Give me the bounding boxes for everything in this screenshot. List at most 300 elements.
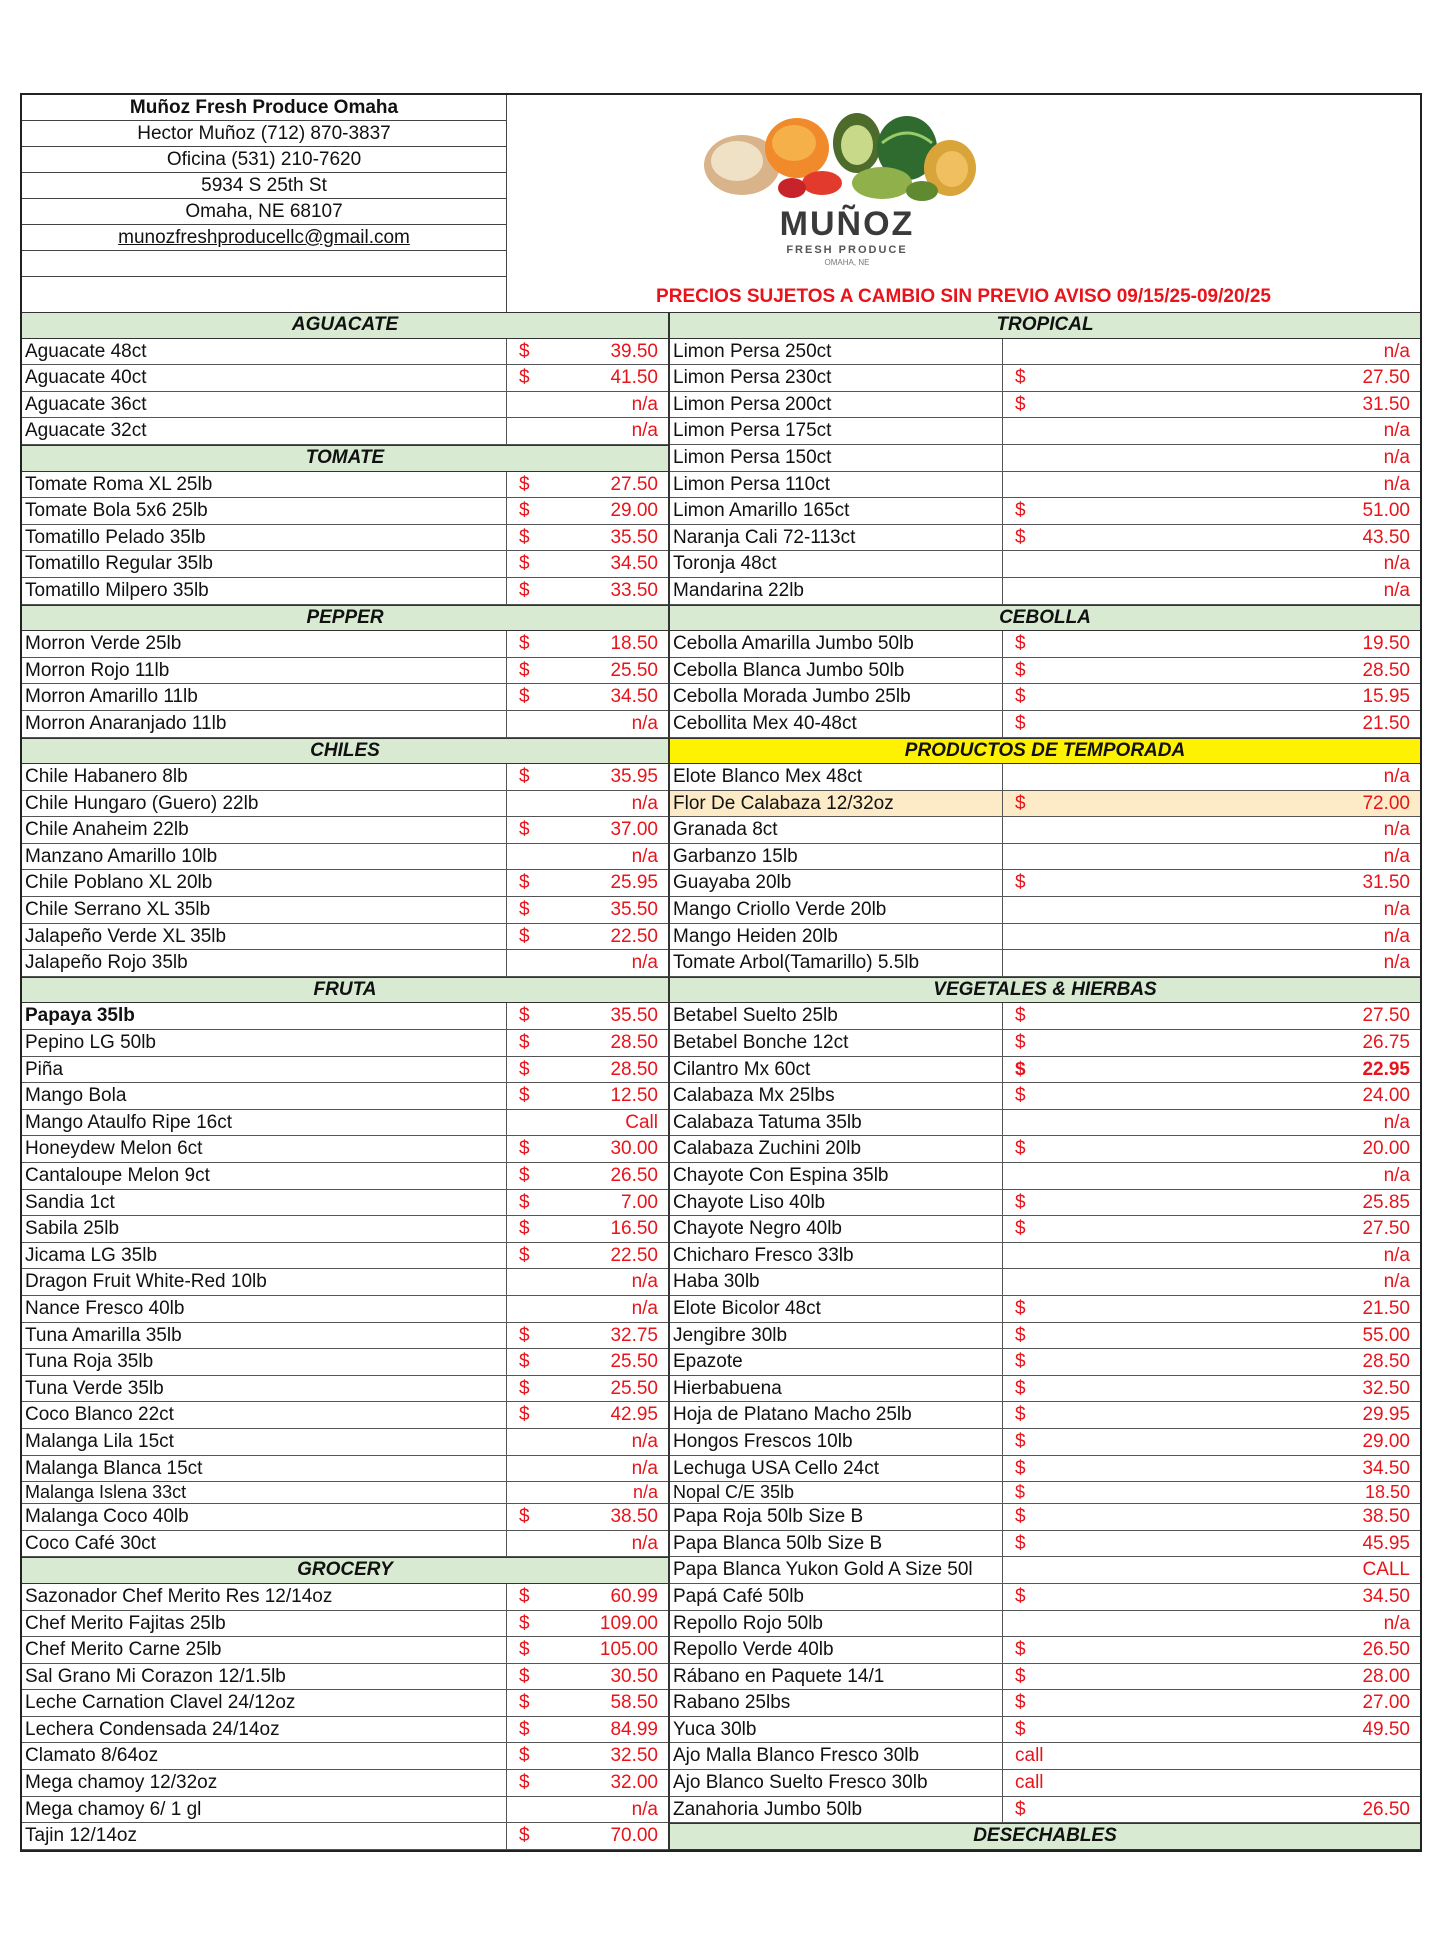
item-price: 25.50 [610, 1351, 658, 1373]
item-name: Zanahoria Jumbo 50lb [670, 1797, 1003, 1823]
item-price-cell [507, 897, 668, 923]
price-notice: PRECIOS SUJETOS A CAMBIO SIN PREVIO AVISO 09/15/25-09/20/25 [656, 286, 1271, 307]
price-row [22, 1323, 668, 1350]
item-price: 22.95 [1362, 1058, 1410, 1080]
item-name: Chicharo Fresco 33lb [670, 1243, 1003, 1269]
price-row [670, 1690, 1420, 1717]
item-price: 32.50 [610, 1745, 658, 1767]
item-price-cell [507, 631, 668, 657]
price-row [22, 658, 668, 685]
price-row [22, 1110, 668, 1137]
produce-logo-icon [682, 103, 1012, 273]
item-name: Sabila 25lb [22, 1216, 507, 1242]
item-price: CALL [1362, 1559, 1410, 1581]
item-price-cell [1003, 525, 1420, 551]
item-price: 58.50 [610, 1692, 658, 1714]
price-row [22, 1190, 668, 1217]
item-price-cell [507, 1136, 668, 1162]
item-price: n/a [1383, 340, 1410, 362]
item-price-cell [1003, 897, 1420, 923]
item-name: Jengibre 30lb [670, 1323, 1003, 1349]
item-name: Manzano Amarillo 10lb [22, 844, 507, 870]
price-row [22, 339, 668, 366]
currency-symbol: $ [519, 686, 530, 708]
currency-symbol: $ [519, 1772, 530, 1794]
currency-symbol: call [1015, 1772, 1044, 1794]
price-row [670, 1797, 1420, 1824]
item-price-cell [1003, 1376, 1420, 1402]
currency-symbol: $ [1015, 1351, 1026, 1373]
item-price-cell [507, 1323, 668, 1349]
item-price-cell [1003, 1083, 1420, 1109]
item-price: 72.00 [1362, 792, 1410, 814]
price-row [22, 525, 668, 552]
item-name: Garbanzo 15lb [670, 844, 1003, 870]
price-row [670, 658, 1420, 685]
currency-symbol: $ [1015, 659, 1026, 681]
item-price: n/a [631, 1532, 658, 1554]
item-price: 38.50 [1362, 1506, 1410, 1528]
price-row [670, 1216, 1420, 1243]
price-row [670, 844, 1420, 871]
price-row [22, 684, 668, 711]
price-row [670, 1057, 1420, 1084]
item-price-cell [507, 1531, 668, 1557]
price-row [670, 1429, 1420, 1456]
item-price-cell [507, 1376, 668, 1402]
price-row [22, 1690, 668, 1717]
price-row [22, 1349, 668, 1376]
price-row [670, 418, 1420, 445]
item-name: Cebolla Morada Jumbo 25lb [670, 684, 1003, 710]
item-price-cell [1003, 1003, 1420, 1029]
item-price: 27.50 [1362, 367, 1410, 389]
section-header-grocery: GROCERY [22, 1557, 668, 1584]
item-price: n/a [631, 1798, 658, 1820]
item-price: 27.50 [610, 473, 658, 495]
item-name: Chile Hungaro (Guero) 22lb [22, 791, 507, 817]
item-name: Hierbabuena [670, 1376, 1003, 1402]
item-name: Papa Roja 50lb Size B [670, 1504, 1003, 1530]
item-name: Epazote [670, 1349, 1003, 1375]
item-price: 22.50 [610, 925, 658, 947]
item-price: 109.00 [599, 1612, 658, 1634]
item-price-cell [507, 924, 668, 950]
item-name: Jalapeño Rojo 35lb [22, 950, 507, 976]
price-row [22, 365, 668, 392]
price-row [22, 1243, 668, 1270]
item-price: 43.50 [1362, 526, 1410, 548]
currency-symbol: $ [519, 766, 530, 788]
currency-symbol: $ [1015, 1377, 1026, 1399]
item-name: Calabaza Zuchini 20lb [670, 1136, 1003, 1162]
item-price-cell [1003, 817, 1420, 843]
item-price-cell [1003, 924, 1420, 950]
item-price: n/a [1383, 819, 1410, 841]
item-name: Mango Heiden 20lb [670, 924, 1003, 950]
item-name: Coco Café 30ct [22, 1531, 507, 1557]
item-price-cell [1003, 392, 1420, 418]
item-price: 26.50 [610, 1165, 658, 1186]
item-price-cell [1003, 1323, 1420, 1349]
item-price-cell [507, 525, 668, 551]
price-row [670, 1110, 1420, 1137]
item-name: Toronja 48ct [670, 551, 1003, 577]
item-price: n/a [631, 1271, 658, 1293]
price-row [670, 1584, 1420, 1611]
section-header-vegetales-hierbas: VEGETALES & HIERBAS [670, 977, 1420, 1004]
price-row [670, 631, 1420, 658]
price-row [22, 1611, 668, 1638]
item-name: Mandarina 22lb [670, 578, 1003, 604]
item-price: n/a [631, 952, 658, 974]
item-name: Repollo Rojo 50lb [670, 1611, 1003, 1637]
section-header-aguacate: AGUACATE [22, 312, 668, 339]
contact-phone-hector: Hector Muñoz (712) 870-3837 [22, 121, 507, 147]
item-name: Sazonador Chef Merito Res 12/14oz [22, 1584, 507, 1610]
price-row [22, 1163, 668, 1190]
item-price: 18.50 [610, 633, 658, 655]
item-price-cell [507, 870, 668, 896]
currency-symbol: $ [1015, 1297, 1026, 1319]
item-name: Jalapeño Verde XL 35lb [22, 924, 507, 950]
item-name: Tomatillo Pelado 35lb [22, 525, 507, 551]
currency-symbol: $ [1015, 1482, 1026, 1503]
item-name: Granada 8ct [670, 817, 1003, 843]
price-row [670, 1456, 1420, 1483]
item-price: 25.50 [610, 659, 658, 681]
price-row [670, 950, 1420, 977]
currency-symbol: $ [519, 1244, 530, 1266]
item-price-cell [507, 1349, 668, 1375]
item-price: n/a [1383, 1271, 1410, 1293]
item-price: n/a [1383, 1111, 1410, 1133]
item-price-cell [1003, 551, 1420, 577]
item-price-cell [1003, 1216, 1420, 1242]
item-name: Haba 30lb [670, 1269, 1003, 1295]
item-price: 22.50 [610, 1244, 658, 1266]
item-price: 70.00 [610, 1825, 658, 1847]
item-name: Cebollita Mex 40-48ct [670, 711, 1003, 737]
currency-symbol: $ [1015, 1692, 1026, 1714]
item-price: 32.50 [1362, 1377, 1410, 1399]
left-price-column [22, 312, 670, 1850]
item-price-cell [1003, 1611, 1420, 1637]
item-price: n/a [631, 792, 658, 814]
currency-symbol: $ [1015, 393, 1026, 415]
item-name: Jicama LG 35lb [22, 1243, 507, 1269]
item-price: 30.00 [610, 1138, 658, 1160]
item-name: Hoja de Platano Macho 25lb [670, 1402, 1003, 1428]
item-price-cell [1003, 418, 1420, 444]
item-price-cell [507, 1216, 668, 1242]
item-price: 18.50 [1364, 1482, 1410, 1503]
item-price: n/a [631, 1457, 658, 1479]
price-row [670, 1136, 1420, 1163]
currency-symbol: $ [1015, 1218, 1026, 1240]
item-price: 26.75 [1362, 1032, 1410, 1054]
item-price: 84.99 [610, 1718, 658, 1740]
item-name: Cebolla Blanca Jumbo 50lb [670, 658, 1003, 684]
item-price: 31.50 [1362, 872, 1410, 894]
item-price: 7.00 [621, 1191, 658, 1213]
item-price-cell [1003, 498, 1420, 524]
price-row [670, 1163, 1420, 1190]
currency-symbol: $ [1015, 686, 1026, 708]
item-name: Nopal C/E 35lb [670, 1482, 1003, 1503]
price-row [670, 1269, 1420, 1296]
currency-symbol: $ [519, 872, 530, 894]
contact-email-link[interactable]: munozfreshproducellc@gmail.com [22, 225, 507, 251]
item-name: Malanga Blanca 15ct [22, 1456, 507, 1482]
item-price: n/a [631, 420, 658, 442]
currency-symbol: $ [519, 1005, 530, 1027]
currency-symbol: $ [1015, 1058, 1026, 1080]
currency-symbol: $ [519, 526, 530, 548]
item-price-cell [507, 1296, 668, 1322]
price-row [670, 684, 1420, 711]
price-row [670, 870, 1420, 897]
business-name: Muñoz Fresh Produce Omaha [22, 95, 507, 121]
item-price-cell [1003, 1296, 1420, 1322]
price-row [670, 472, 1420, 499]
price-row [22, 498, 668, 525]
item-price-cell [1003, 1584, 1420, 1610]
price-row [22, 631, 668, 658]
item-price-cell [1003, 1664, 1420, 1690]
item-name: Chayote Negro 40lb [670, 1216, 1003, 1242]
item-price-cell [507, 1163, 668, 1189]
currency-symbol: $ [519, 1404, 530, 1426]
item-name: Papa Blanca 50lb Size B [670, 1531, 1003, 1557]
item-name: Ajo Blanco Suelto Fresco 30lb [670, 1770, 1003, 1796]
logo-subtext: FRESH PRODUCE [786, 244, 908, 256]
item-name: Malanga Coco 40lb [22, 1504, 507, 1530]
item-price: n/a [1383, 1165, 1410, 1186]
currency-symbol: $ [519, 899, 530, 921]
item-name: Coco Blanco 22ct [22, 1402, 507, 1428]
item-price: 51.00 [1362, 500, 1410, 522]
item-price-cell [1003, 684, 1420, 710]
item-price-cell [1003, 791, 1420, 817]
item-price-cell [507, 1743, 668, 1769]
logo-wordmark: MUÑOZ [779, 205, 915, 243]
price-row [22, 1482, 668, 1504]
item-price: 41.50 [610, 367, 658, 389]
price-row [670, 1003, 1420, 1030]
item-name: Honeydew Melon 6ct [22, 1136, 507, 1162]
item-price: 21.50 [1362, 712, 1410, 734]
item-name: Limon Persa 110ct [670, 472, 1003, 498]
item-price-cell [1003, 1136, 1420, 1162]
currency-symbol: $ [519, 500, 530, 522]
item-name: Lechera Condensada 24/14oz [22, 1717, 507, 1743]
item-price-cell [507, 791, 668, 817]
item-price-cell [507, 472, 668, 498]
item-price-cell [1003, 1429, 1420, 1455]
item-name: Aguacate 48ct [22, 339, 507, 365]
item-price: 49.50 [1362, 1718, 1410, 1740]
item-price: 34.50 [610, 686, 658, 708]
right-price-column [670, 312, 1420, 1850]
price-row [670, 365, 1420, 392]
item-name: Morron Amarillo 11lb [22, 684, 507, 710]
item-name: Leche Carnation Clavel 24/12oz [22, 1690, 507, 1716]
item-name: Betabel Suelto 25lb [670, 1003, 1003, 1029]
price-row [670, 1637, 1420, 1664]
item-name: Chile Serrano XL 35lb [22, 897, 507, 923]
currency-symbol: $ [1015, 1585, 1026, 1607]
section-header-chiles: CHILES [22, 738, 668, 765]
item-price: 20.00 [1362, 1138, 1410, 1160]
item-name: Limon Persa 200ct [670, 392, 1003, 418]
contact-address-street: 5934 S 25th St [22, 173, 507, 199]
item-price: 24.00 [1362, 1085, 1410, 1107]
currency-symbol: $ [519, 1138, 530, 1160]
item-price-cell [507, 339, 668, 365]
item-name: Chef Merito Fajitas 25lb [22, 1611, 507, 1637]
price-row [670, 525, 1420, 552]
item-name: Repollo Verde 40lb [670, 1637, 1003, 1663]
price-row [670, 1190, 1420, 1217]
price-row [22, 1057, 668, 1084]
currency-symbol: $ [519, 633, 530, 655]
currency-symbol: $ [519, 819, 530, 841]
price-row [22, 1664, 668, 1691]
price-row [22, 1743, 668, 1770]
price-row [670, 711, 1420, 738]
section-header-pepper: PEPPER [22, 605, 668, 632]
item-price-cell [507, 498, 668, 524]
item-price-cell [507, 1402, 668, 1428]
item-price-cell [507, 658, 668, 684]
item-name: Tuna Roja 35lb [22, 1349, 507, 1375]
price-row [670, 1482, 1420, 1504]
blank-line [22, 251, 507, 277]
price-row [22, 578, 668, 605]
currency-symbol: $ [519, 1612, 530, 1634]
price-row [670, 1717, 1420, 1744]
price-row [22, 1296, 668, 1323]
item-price: 19.50 [1362, 633, 1410, 655]
price-row [22, 392, 668, 419]
price-row [670, 1531, 1420, 1558]
price-row [22, 1456, 668, 1483]
item-price-cell [507, 578, 668, 604]
item-name: Limon Persa 150ct [670, 445, 1003, 471]
item-price-cell [1003, 445, 1420, 471]
price-row [22, 1637, 668, 1664]
currency-symbol: $ [519, 1377, 530, 1399]
item-price-cell [1003, 578, 1420, 604]
item-price: n/a [632, 1482, 658, 1503]
price-row [670, 897, 1420, 924]
item-name: Aguacate 40ct [22, 365, 507, 391]
item-price-cell [507, 1003, 668, 1029]
item-price: 55.00 [1362, 1324, 1410, 1346]
currency-symbol: $ [1015, 1324, 1026, 1346]
item-price: n/a [1383, 1244, 1410, 1266]
item-price: n/a [1383, 952, 1410, 974]
price-row [670, 764, 1420, 791]
item-price: 39.50 [610, 340, 658, 362]
item-price-cell [507, 551, 668, 577]
item-price: n/a [631, 845, 658, 867]
price-row [22, 1770, 668, 1797]
item-price: 28.50 [610, 1032, 658, 1054]
currency-symbol: $ [519, 1351, 530, 1373]
item-name: Limon Amarillo 165ct [670, 498, 1003, 524]
item-price: n/a [1383, 925, 1410, 947]
currency-symbol: $ [1015, 1085, 1026, 1107]
item-price-cell [1003, 472, 1420, 498]
price-row [22, 764, 668, 791]
price-row [670, 1296, 1420, 1323]
currency-symbol: $ [519, 1639, 530, 1661]
item-name: Yuca 30lb [670, 1717, 1003, 1743]
item-price-cell [507, 1030, 668, 1056]
section-header-productos-de-temporada: PRODUCTOS DE TEMPORADA [670, 738, 1420, 765]
item-name: Chile Habanero 8lb [22, 764, 507, 790]
currency-symbol: $ [519, 1085, 530, 1107]
item-price-cell [1003, 365, 1420, 391]
item-price: 32.00 [610, 1772, 658, 1794]
price-row [670, 1376, 1420, 1403]
currency-symbol: $ [1015, 872, 1026, 894]
price-row [22, 844, 668, 871]
price-row [670, 817, 1420, 844]
item-price: 42.95 [610, 1404, 658, 1426]
currency-symbol: $ [1015, 712, 1026, 734]
item-price: 38.50 [610, 1506, 658, 1528]
currency-symbol: $ [519, 1692, 530, 1714]
price-row [670, 551, 1420, 578]
item-price-cell [1003, 1402, 1420, 1428]
item-name: Ajo Malla Blanco Fresco 30lb [670, 1743, 1003, 1769]
item-name: Cilantro Mx 60ct [670, 1057, 1003, 1083]
currency-symbol: $ [1015, 1430, 1026, 1452]
price-row [22, 1216, 668, 1243]
item-name: Cebolla Amarilla Jumbo 50lb [670, 631, 1003, 657]
item-name: Malanga Islena 33ct [22, 1482, 507, 1503]
price-row [22, 817, 668, 844]
item-price-cell [507, 392, 668, 418]
item-name: Sal Grano Mi Corazon 12/1.5lb [22, 1664, 507, 1690]
item-name: Naranja Cali 72-113ct [670, 525, 1003, 551]
item-name: Tomate Arbol(Tamarillo) 5.5lb [670, 950, 1003, 976]
item-price: n/a [1383, 579, 1410, 601]
item-name: Chayote Liso 40lb [670, 1190, 1003, 1216]
item-price-cell [1003, 1770, 1420, 1796]
price-sheet [20, 93, 1422, 1852]
currency-symbol: $ [519, 1506, 530, 1528]
item-name: Tuna Amarilla 35lb [22, 1323, 507, 1349]
item-price-cell [1003, 1717, 1420, 1743]
munoz-logo [682, 103, 1012, 273]
price-row [670, 1557, 1420, 1584]
item-price-cell [507, 1057, 668, 1083]
currency-symbol: $ [519, 925, 530, 947]
item-price: n/a [1383, 553, 1410, 575]
item-price: 37.00 [610, 819, 658, 841]
item-name: Calabaza Tatuma 35lb [670, 1110, 1003, 1136]
currency-symbol: $ [519, 1745, 530, 1767]
item-name: Hongos Frescos 10lb [670, 1429, 1003, 1455]
item-name: Sandia 1ct [22, 1190, 507, 1216]
item-price-cell [1003, 631, 1420, 657]
item-price-cell [1003, 339, 1420, 365]
currency-symbol: $ [519, 1718, 530, 1740]
